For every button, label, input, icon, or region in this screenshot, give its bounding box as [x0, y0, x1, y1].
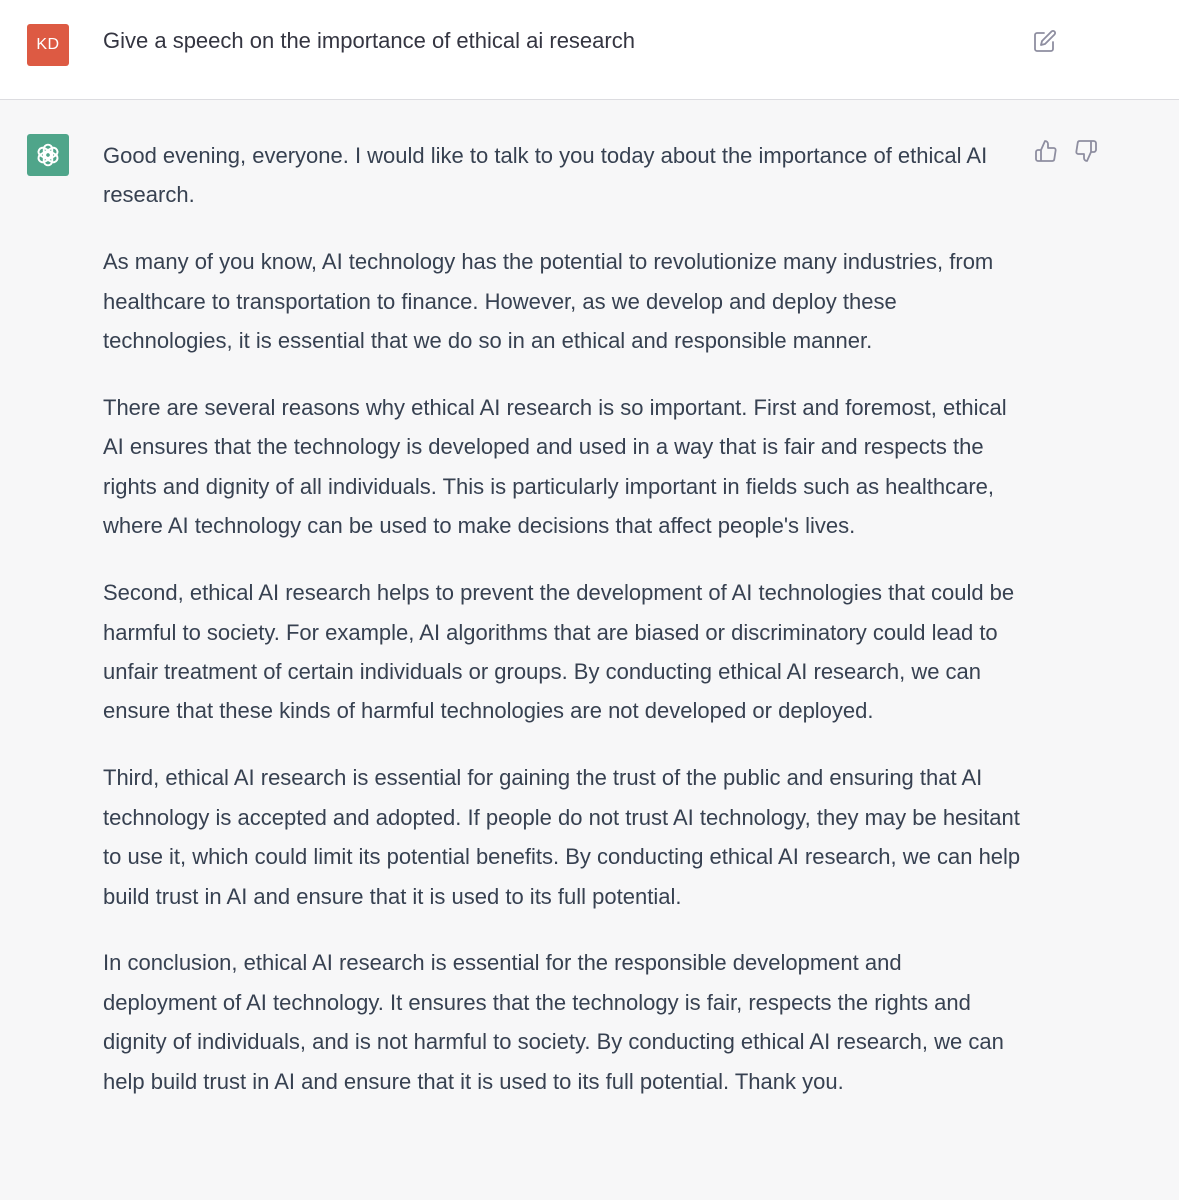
thumbs-down-icon — [1074, 139, 1098, 163]
assistant-response — [103, 136, 1021, 1129]
user-avatar: KD — [27, 24, 69, 66]
response-paragraph: There are several reasons why ethical AI research is so important. First and foremost, ethical AI ensures that the technology is developed and used in a way that is fair and respects the rights and dignity of all individuals. This is particularly important in fields such as healthcare, where AI technology can be used to make decisions that affect people's lives. — [103, 395, 1007, 539]
edit-icon — [1033, 29, 1057, 53]
response-paragraph: Second, ethical AI research helps to prevent the development of AI technologies that could be harmful to society. For example, AI algorithms that are biased or discriminatory could lead to unfair treatment of certain individuals or groups. By conducting ethical AI research, we can ensure that these kinds of harmful technologies are not developed or deployed. — [103, 580, 1015, 724]
thumbs-down-button[interactable] — [1073, 138, 1099, 164]
response-paragraph: Third, ethical AI research is essential for gaining the trust of the public and ensuring that AI technology is accepted and adopted. If people do not trust AI technology, they may be hesitant to use it, which could limit its potential benefits. By conducting ethical AI research, we can help build trust in AI and ensure that it is used to its full potential. — [103, 765, 1021, 909]
assistant-avatar — [27, 134, 69, 176]
response-paragraph: Good evening, everyone. I would like to talk to you today about the importance of ethical AI research. — [103, 143, 988, 208]
thumbs-up-icon — [1034, 139, 1058, 163]
response-paragraph: As many of you know, AI technology has the potential to revolutionize many industries, from healthcare to transportation to finance. However, as we develop and deploy these technologies, it is essential that we do so in an ethical and responsible manner. — [103, 249, 994, 354]
openai-logo-icon — [33, 140, 63, 170]
edit-message-button[interactable] — [1031, 27, 1059, 55]
user-message-row — [0, 0, 1179, 100]
user-prompt-text: Give a speech on the importance of ethical ai research — [103, 28, 635, 53]
thumbs-up-button[interactable] — [1033, 138, 1059, 164]
response-paragraph: In conclusion, ethical AI research is essential for the responsible development and deployment of AI technology. It ensures that the technology is fair, respects the rights and dignity of individuals, and is not harmful to society. By conducting ethical AI research, we can help build trust in AI and ensure that it is used to its full potential. Thank you. — [103, 950, 1004, 1094]
